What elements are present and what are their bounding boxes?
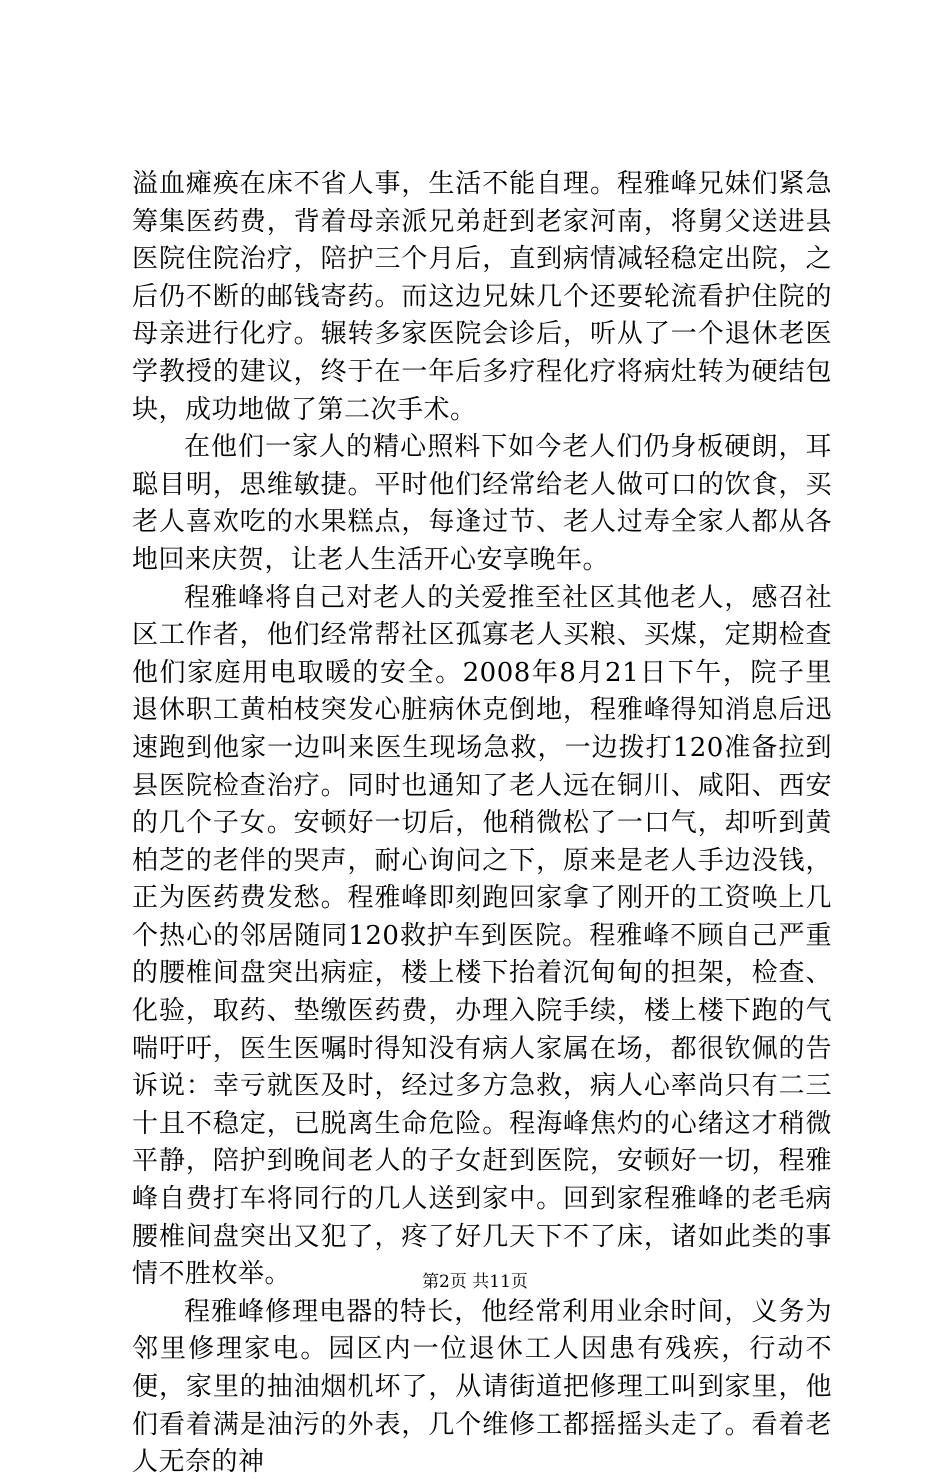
paragraph-3: 程雅峰将自己对老人的关爱推至社区其他老人，感召社区工作者，他们经常帮社区孤寡老人买粮、买煤，定期检查他们家庭用电取暖的安全。2008年8月21日下午，院子里退休职工黄柏枝突发心脏病休克倒地，程雅峰得知消息后迅速跑到他家一边叫来医生现场急救，一边拨打120准备拉到县医院检查治疗。同时也通知了老人远在铜川、咸阳、西安的几个子女。安顿好一切后，他稍微松了一口气，却听到黄柏芝的老伴的哭声，耐心询问之下，原来是老人手边没钱，正为医药费发愁。程雅峰即刻跑回家拿了刚开的工资唤上几个热心的邻居随同120救护车到医院。程雅峰不顾自己严重的腰椎间盘突出病症，楼上楼下抬着沉甸甸的担架，检查、化验，取药、垫缴医药费，办理入院手续，楼上楼下跑的气喘吁吁，医生医嘱时得知没有病人家属在场，都很钦佩的告诉说：幸亏就医及时，经过多方急救，病人心率尚只有二三十且不稳定，已脱离生命危险。程海峰焦灼的心绪这才稍微平静，陪护到晚间老人的子女赶到医院，安顿好一切，程雅峰自费打车将同行的几人送到家中。回到家程雅峰的老毛病腰椎间盘突出又犯了，疼了好几天下不了床，诸如此类的事情不胜枚举。 xyxy=(132,582,832,1290)
page-number-footer: 第2页 共11页 xyxy=(422,1272,528,1292)
paragraph-1: 溢血瘫痪在床不省人事，生活不能自理。程雅峰兄妹们紧急筹集医药费，背着母亲派兄弟赶到老家河南，将舅父送进县医院住院治疗，陪护三个月后，直到病情减轻稳定出院，之后仍不断的邮钱寄药。而这边兄妹几个还要轮流看护住院的母亲进行化疗。辗转多家医院会诊后，听从了一个退休老医学教授的建议，终于在一年后多疗程化疗将病灶转为硬结包块，成功地做了第二次手术。 xyxy=(132,169,832,425)
paragraph-4: 程雅峰修理电器的特长，他经常利用业余时间，义务为邻里修理家电。园区内一位退休工人因患有残疾，行动不便，家里的抽油烟机坏了，从请街道把修理工叫到家里，他们看着满是油污的外表，几个维修工都摇摇头走了。看着老人无奈的神 xyxy=(132,1296,832,1478)
paragraph-2: 在他们一家人的精心照料下如今老人们仍身板硬朗，耳聪目明，思维敏捷。平时他们经常给老人做可口的饮食，买老人喜欢吃的水果糕点，每逢过节、老人过寿全家人都从各地回来庆贺，让老人生活开心安享晚年。 xyxy=(132,432,832,575)
